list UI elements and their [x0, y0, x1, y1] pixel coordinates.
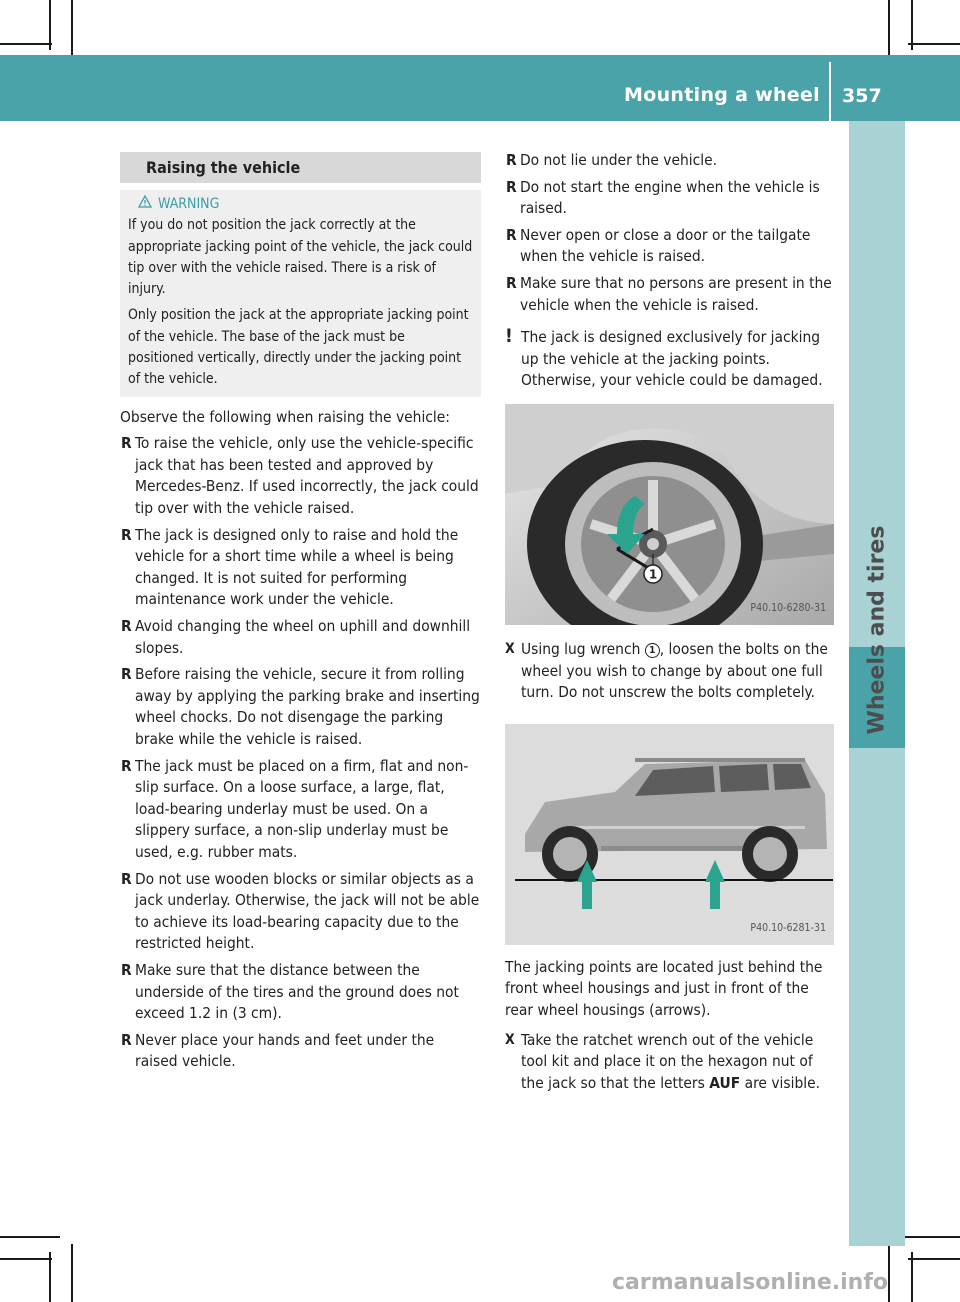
warning-label: WARNING [158, 196, 220, 212]
list-item: R Do not use wooden blocks or similar objects as a jack underlay. Otherwise, the jack will not be able to achieve its load-bearing capacity due to the restricted height. [121, 869, 480, 953]
crop-mark [71, 0, 73, 60]
bullet-list [120, 433, 481, 1073]
vehicle-illustration [505, 724, 834, 945]
crop-mark [49, 0, 51, 50]
list-item: R Never place your hands and feet under the raised vehicle. [121, 1030, 435, 1071]
wheel-illustration [505, 404, 834, 625]
header-title: Mounting a wheel [624, 84, 820, 106]
section-heading: Raising the vehicle [120, 152, 481, 183]
list-item: R Make sure that the distance between the underside of the tires and the ground does not exceed 1.2 in (3 cm). [121, 960, 459, 1023]
header-separator [829, 62, 831, 121]
list-item: R Never open or close a door or the tailgate when the vehicle is raised. [506, 225, 811, 266]
step-arrow-icon: X [505, 640, 515, 657]
crop-mark [888, 0, 890, 60]
list-item: R Before raising the vehicle, secure it from rolling away by applying the parking brake and inserting wheel chocks. Do not disengage the parking brake while the vehicle is raised. [121, 665, 480, 748]
figure-jacking-points [505, 724, 834, 945]
warning-text: If you do not position the jack correctly at the appropriate jacking point of the vehicle, the jack could tip over with the vehicle raised. There is a risk of injury. [128, 217, 473, 298]
list-item: R Do not lie under the vehicle. [506, 151, 718, 169]
warning-text: Only position the jack at the appropriate jacking point of the vehicle. The base of the jack must be positioned vertically, directly under the jacking point of the vehicle. [128, 307, 469, 388]
jacking-points-paragraph: The jacking points are located just behind the front wheel housings and just in front of the rear wheel housings (arrows). [505, 957, 823, 1019]
list-item: R To raise the vehicle, only use the vehicle-specific jack that has been tested and approved by Mercedes-Benz. If used incorrectly, the jack could tip over with the vehicle raised. [121, 434, 479, 518]
crop-mark [71, 1244, 73, 1302]
list-item: R The jack must be placed on a firm, flat and non-slip surface. On a loose surface, a large, flat, load-bearing underlay must be used. On a slippery surface, a non-slip underlay must be used, e.g. rubber mats. [121, 756, 469, 861]
crop-mark [0, 1258, 52, 1260]
watermark: carmanualsonline.info [612, 1270, 888, 1295]
crop-mark [0, 43, 52, 45]
exclamation-icon: ! [505, 325, 513, 348]
bullet-list [505, 150, 835, 316]
list-item: R The jack is designed only to raise and hold the vehicle for a short time while a wheel is being changed. It is not suited for performing maintenance work under the vehicle. [121, 525, 459, 609]
callout-number: 1 [645, 643, 660, 658]
crop-mark [911, 1252, 913, 1302]
crop-mark [908, 1258, 960, 1260]
instruction-step: X Using lug wrench 1 , loosen the bolts on the wheel you wish to change by about one full turn. Do not unscrew the bolts completely. [505, 639, 828, 702]
left-column [120, 152, 481, 1073]
chapter-label: Wheels and tires [864, 525, 890, 735]
right-column [505, 150, 835, 1094]
figure-code: P40.10-6281-31 [750, 922, 826, 935]
intro-paragraph: Observe the following when raising the vehicle: [120, 407, 450, 426]
warning-triangle-icon [138, 194, 152, 215]
crop-mark [900, 1236, 960, 1238]
crop-mark [49, 1252, 51, 1302]
crop-mark [0, 1236, 60, 1238]
warning-box [120, 190, 481, 397]
note-paragraph: ! The jack is designed exclusively for jacking up the vehicle at the jacking points. Otherwise, your vehicle could be damaged. [505, 325, 823, 390]
list-item: R Make sure that no persons are present in the vehicle when the vehicle is raised. [506, 273, 832, 314]
figure-wheel-wrench [505, 404, 834, 625]
warning-header [128, 194, 473, 215]
crop-mark [888, 1244, 890, 1302]
list-item: R Do not start the engine when the vehicle is raised. [506, 177, 820, 218]
list-item: R Avoid changing the wheel on uphill and downhill slopes. [121, 617, 471, 657]
crop-mark [908, 43, 960, 45]
step-arrow-icon: X [505, 1031, 515, 1048]
callout-number: 1 [648, 567, 658, 582]
crop-mark [911, 0, 913, 50]
figure-code: P40.10-6280-31 [750, 602, 826, 615]
instruction-step: X Take the ratchet wrench out of the vehicle tool kit and place it on the hexagon nut of the jack so that the letters AUF are visible. [505, 1030, 821, 1092]
page-number: 357 [842, 85, 882, 107]
